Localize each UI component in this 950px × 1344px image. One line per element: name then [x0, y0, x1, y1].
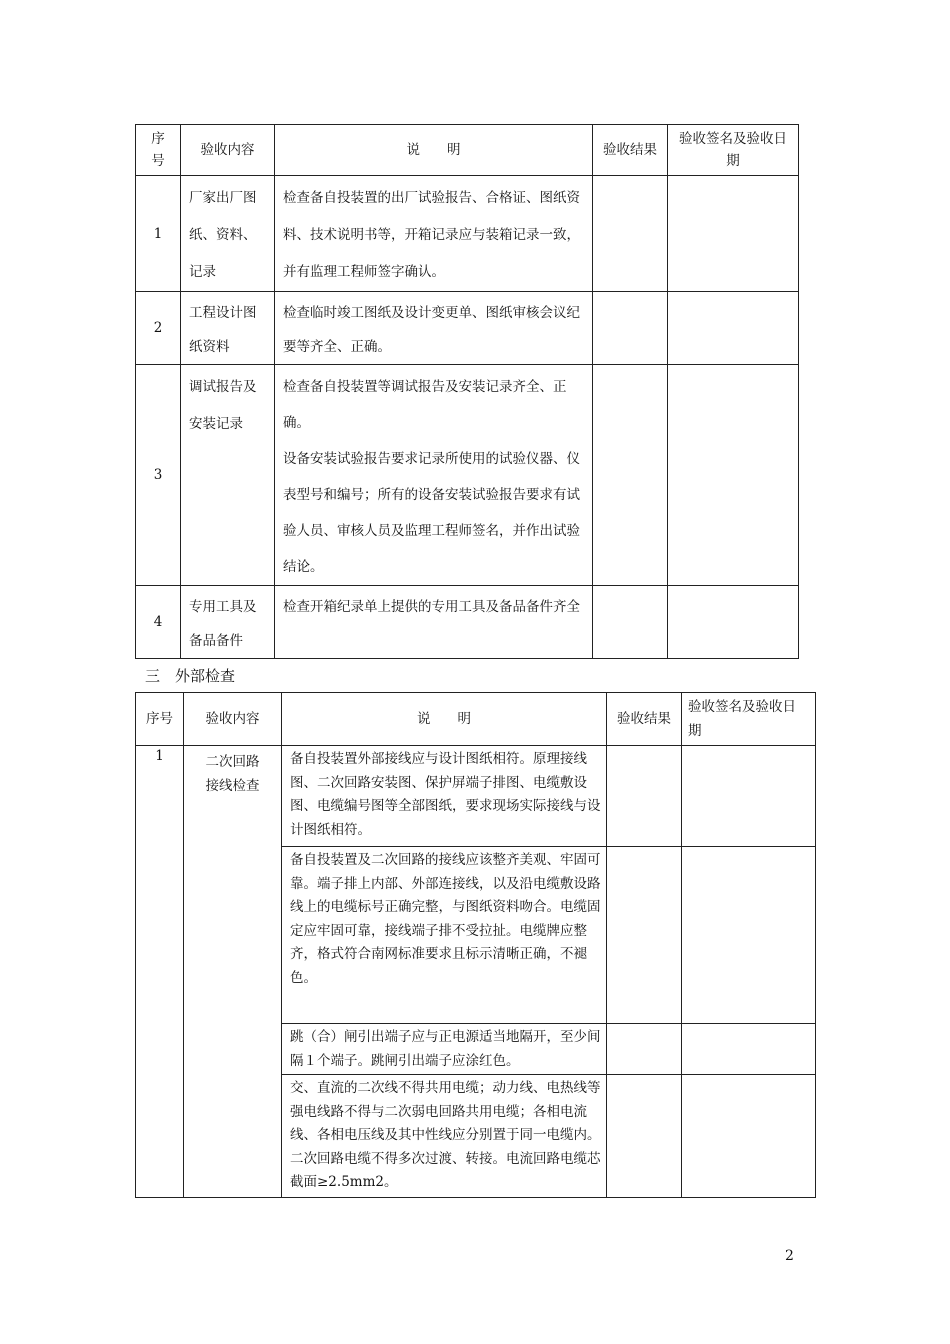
header-result: 验收结果: [607, 693, 682, 746]
result-sub-cell: [607, 1024, 681, 1075]
sign-sub-cell: [682, 746, 815, 847]
row-desc: [282, 746, 607, 1198]
sign-sub-cell: [682, 1024, 815, 1075]
result-cell: [593, 365, 668, 586]
table-header-row: [136, 125, 799, 176]
header-desc: 说 明: [282, 693, 607, 746]
row-item: 专用工具及备品备件: [181, 586, 275, 659]
header-item: 验收内容: [184, 693, 282, 746]
table-header-row: [136, 693, 816, 746]
section-title: 三 外部检查: [145, 667, 236, 685]
desc-paragraph: 检查临时竣工图纸及设计变更单、图纸审核会议纪要等齐全、正确。: [283, 305, 580, 355]
sign-cell: [668, 176, 799, 292]
header-desc: 说 明: [275, 125, 593, 176]
desc-sub-item: 交、直流的二次线不得共用电缆；动力线、电热线等强电线路不得与二次弱电回路共用电缆；各相电流线、各相电压线及其中性线应分别置于同一电缆内。二次回路电缆不得多次过渡、转接。电流回路电缆芯截面≥2.5mm2。: [290, 1080, 601, 1190]
desc-paragraph: 检查备自投装置的出厂试验报告、合格证、图纸资料、技术说明书等，开箱记录应与装箱记录一致，并有监理工程师签字确认。: [283, 190, 580, 280]
header-item: 验收内容: [181, 125, 275, 176]
row-item: 工程设计图纸资料: [181, 292, 275, 365]
page-number: 2: [785, 1248, 794, 1264]
sign-sub-cell: [682, 847, 815, 1024]
row-desc: [275, 586, 593, 659]
header-sign: 验收签名及验收日期: [682, 693, 816, 746]
result-sub-cell: [607, 746, 681, 847]
desc-paragraph: 检查备自投装置等调试报告及安装记录齐全、正确。: [283, 379, 567, 431]
row-desc: [275, 292, 593, 365]
sign-cell: [668, 586, 799, 659]
sign-sub-cell: [682, 1075, 815, 1197]
result-sub-cell: [607, 847, 681, 1024]
sign-cell: [668, 292, 799, 365]
desc-sub-item: 备自投装置外部接线应与设计图纸相符。原理接线图、二次回路安装图、保护屏端子排图、电缆敷设图、电缆编号图等全部图纸，要求现场实际接线与设计图纸相符。: [282, 746, 606, 847]
result-cell: [593, 292, 668, 365]
acceptance-table-2: [135, 692, 816, 1198]
row-item: [184, 746, 282, 1198]
desc-sub-item: 跳（合）闸引出端子应与正电源适当地隔开，至少间隔１个端子。跳闸引出端子应涂红色。: [282, 1024, 606, 1075]
sign-cell: [668, 365, 799, 586]
table-row: [136, 746, 816, 1198]
row-item-text: 二次回路接线检查: [205, 754, 260, 794]
result-cell: [607, 746, 682, 1198]
result-sub-cell: [607, 1075, 681, 1197]
table-row: [136, 292, 799, 365]
result-cell: [593, 586, 668, 659]
header-sign: 验收签名及验收日期: [668, 125, 799, 176]
row-item: 调试报告及安装记录: [181, 365, 275, 586]
table-row: [136, 365, 799, 586]
row-no: 4: [136, 586, 181, 659]
row-no: 1: [136, 746, 184, 1198]
desc-paragraph: 检查开箱纪录单上提供的专用工具及备品备件齐全: [283, 599, 580, 615]
sign-cell: [682, 746, 816, 1198]
desc-sub-item: 备自投装置及二次回路的接线应该整齐美观、牢固可靠。端子排上内部、外部连接线，以及沿电缆敷设路线上的电缆标号正确完整，与图纸资料吻合。电缆固定应牢固可靠，接线端子排不受拉扯。电缆牌应整齐，格式符合南网标准要求且标示清晰正确，不褪色。: [282, 847, 606, 1024]
header-no: 序号: [136, 125, 181, 176]
header-result: 验收结果: [593, 125, 668, 176]
row-item: 厂家出厂图纸、资料、记录: [181, 176, 275, 292]
desc-paragraph: 设备安装试验报告要求记录所使用的试验仪器、仪表型号和编号；所有的设备安装试验报告要求有试验人员、审核人员及监理工程师签名，并作出试验结论。: [283, 451, 580, 575]
table-row: [136, 176, 799, 292]
acceptance-table-1: [135, 124, 799, 659]
row-no: 2: [136, 292, 181, 365]
table-row: [136, 586, 799, 659]
row-no: 1: [136, 176, 181, 292]
row-desc: [275, 176, 593, 292]
header-no: 序号: [136, 693, 184, 746]
result-cell: [593, 176, 668, 292]
row-no: 3: [136, 365, 181, 586]
row-desc: [275, 365, 593, 586]
